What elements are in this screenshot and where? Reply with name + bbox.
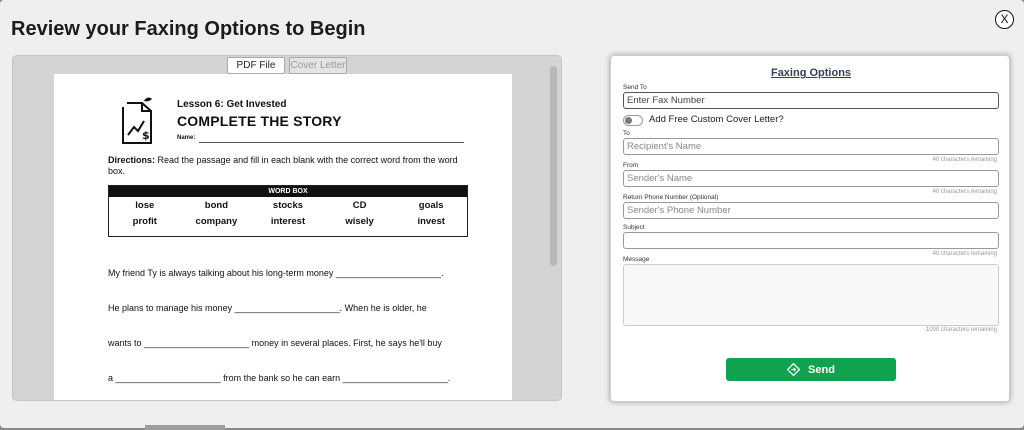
word-box-title: WORD BOX	[109, 186, 467, 197]
word: wisely	[345, 215, 374, 227]
directions	[108, 155, 468, 177]
send-button[interactable]	[726, 358, 896, 381]
send-to-label: Send To	[623, 84, 647, 91]
story-line: wants to _____________________ money in several places. First, he says he'll buy	[108, 338, 442, 348]
word: invest	[417, 215, 445, 227]
from-label: From	[623, 162, 639, 169]
word: CD	[352, 199, 367, 211]
story-line: He plans to manage his money _____________________. When he is older, he	[108, 303, 427, 313]
pdf-page	[54, 74, 512, 401]
tab-pdf-file[interactable]: PDF File	[227, 57, 285, 74]
name-rule	[199, 142, 464, 143]
preview-scrollbar[interactable]	[550, 66, 557, 266]
word: profit	[132, 215, 157, 227]
word: interest	[270, 215, 306, 227]
from-chars-remaining: 40 characters remaining	[932, 189, 997, 195]
sender-name-input[interactable]: Sender's Name	[623, 170, 999, 187]
phone-label: Return Phone Number (Optional)	[623, 194, 719, 201]
cover-letter-toggle-label: Add Free Custom Cover Letter?	[649, 114, 784, 125]
message-textarea[interactable]	[623, 264, 999, 326]
to-label: To	[623, 130, 630, 137]
faxing-options-panel	[610, 55, 1010, 402]
fax-number-input[interactable]: Enter Fax Number	[623, 92, 999, 109]
background-content	[145, 425, 225, 430]
close-button[interactable]: X	[995, 10, 1014, 29]
to-chars-remaining: 40 characters remaining	[932, 157, 997, 163]
cover-letter-toggle[interactable]	[623, 115, 643, 126]
recipient-name-input[interactable]: Recipient's Name	[623, 138, 999, 155]
story-line: My friend Ty is always talking about his long-term money _____________________.	[108, 268, 444, 278]
word-box	[108, 185, 468, 237]
word: lose	[135, 199, 155, 211]
directions-text: Read the passage and fill in each blank with the correct word from the word box.	[108, 155, 458, 176]
message-label: Message	[623, 256, 650, 263]
toggle-knob	[625, 117, 632, 124]
word: bond	[204, 199, 228, 211]
lesson-heading: Lesson 6: Get Invested	[177, 99, 287, 110]
send-button-label: Send	[808, 363, 835, 376]
word: goals	[418, 199, 444, 211]
document-title: COMPLETE THE STORY	[177, 113, 342, 129]
subject-label: Subject	[623, 224, 645, 231]
name-label: Name:	[177, 135, 196, 141]
subject-input[interactable]	[623, 232, 999, 249]
word-row	[109, 197, 467, 213]
word: stocks	[272, 199, 304, 211]
sender-phone-input[interactable]: Sender's Phone Number	[623, 202, 999, 219]
document-preview-panel	[12, 55, 562, 401]
message-chars-remaining: 1000 characters remaining	[925, 327, 997, 333]
investment-document-icon	[120, 97, 154, 145]
story-line: a _____________________ from the bank so he can earn _____________________.	[108, 373, 451, 383]
subject-chars-remaining: 40 characters remaining	[932, 251, 997, 257]
svg-text:$: $	[142, 129, 150, 142]
modal-title: Review your Faxing Options to Begin	[11, 18, 366, 40]
word: company	[195, 215, 238, 227]
directions-label: Directions:	[108, 155, 156, 165]
tab-cover-letter[interactable]: Cover Letter	[289, 57, 347, 74]
word-row	[109, 213, 467, 229]
send-diamond-icon	[787, 363, 800, 376]
faxing-options-title: Faxing Options	[770, 67, 852, 79]
